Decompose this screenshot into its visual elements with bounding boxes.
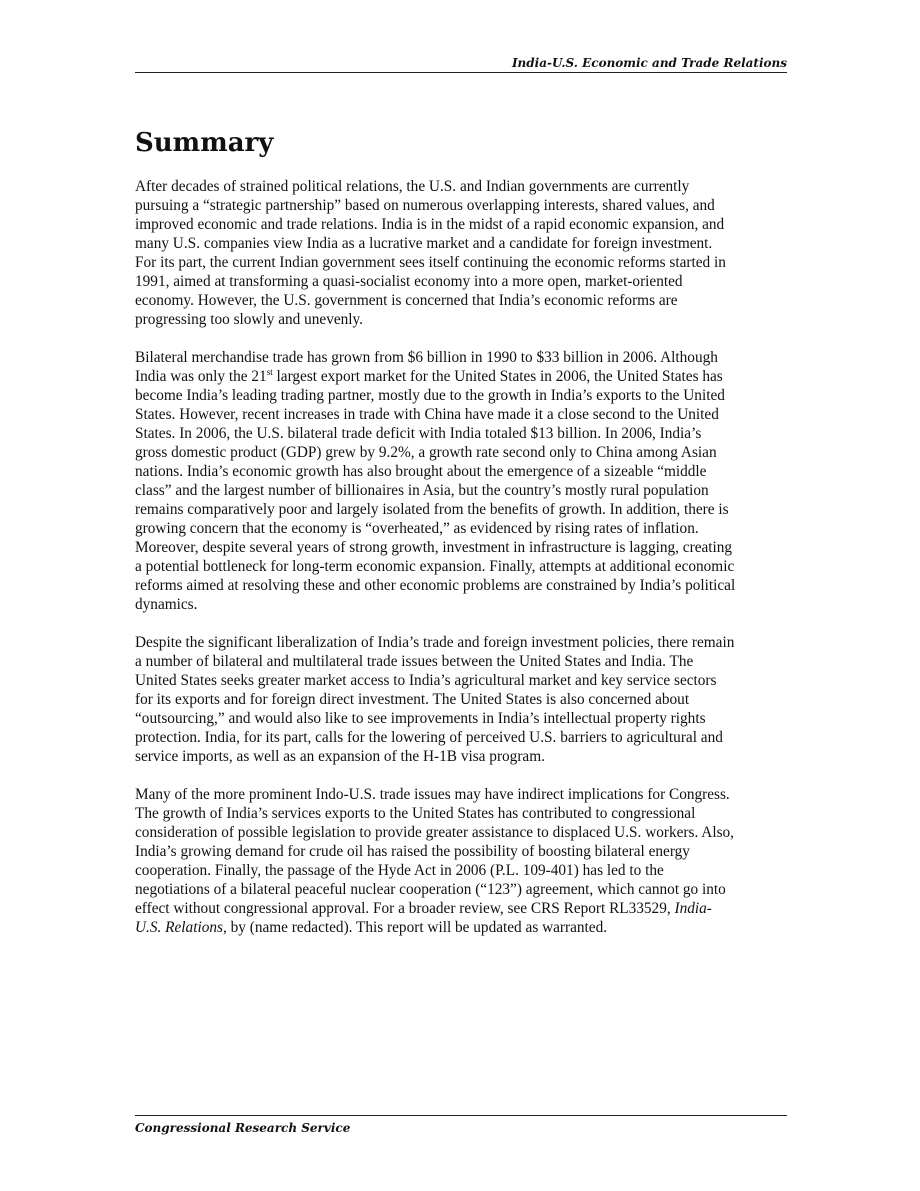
ordinal-suffix: st xyxy=(266,367,273,377)
text-line: States. In 2006, the U.S. bilateral trade deficit with India totaled $13 billion. In 2006, India’s xyxy=(135,425,702,442)
text-line: After decades of strained political relations, the U.S. and Indian governments are currently xyxy=(135,178,690,195)
text-line: India’s growing demand for crude oil has raised the possibility of boosting bilateral energy xyxy=(135,843,690,860)
text-line: nations. India’s economic growth has also brought about the emergence of a sizeable “middle xyxy=(135,463,707,480)
text-line: United States seeks greater market access to India’s agricultural market and key service sectors xyxy=(135,672,717,689)
summary-body xyxy=(135,177,787,956)
text-line: class” and the largest number of billionaires in Asia, but the country’s mostly rural population xyxy=(135,482,709,499)
running-footer: Congressional Research Service xyxy=(135,1121,351,1135)
text-line: cooperation. Finally, the passage of the Hyde Act in 2006 (P.L. 109-401) has led to the xyxy=(135,862,664,879)
footer-rule xyxy=(135,1115,787,1116)
text-line: Bilateral merchandise trade has grown from $6 billion in 1990 to $33 billion in 2006. Although xyxy=(135,349,718,366)
text-line: 1991, aimed at transforming a quasi-socialist economy into a more open, market-oriented xyxy=(135,273,683,290)
text-line: become India’s leading trading partner, mostly due to the growth in India’s exports to the United xyxy=(135,387,725,404)
text-line: pursuing a “strategic partnership” based on numerous overlapping interests, shared values, and xyxy=(135,197,715,214)
report-title-italic: India- xyxy=(674,900,712,917)
text-line: a potential bottleneck for long-term economic expansion. Finally, attempts at additional economic xyxy=(135,558,735,575)
text-line: for its exports and for foreign direct investment. The United States is also concerned about xyxy=(135,691,690,708)
text-line: dynamics. xyxy=(135,596,198,613)
text-line: For its part, the current Indian government sees itself continuing the economic reforms started in xyxy=(135,254,726,271)
text-line: Moreover, despite several years of strong growth, investment in infrastructure is lagging, creating xyxy=(135,539,733,556)
header-rule xyxy=(135,72,787,73)
text-line: growing concern that the economy is “overheated,” as evidenced by rising rates of inflation. xyxy=(135,520,699,537)
report-title-italic: U.S. Relations xyxy=(135,919,223,936)
paragraph-trade xyxy=(135,348,787,614)
text-line: consideration of possible legislation to provide greater assistance to displaced U.S. workers. Also, xyxy=(135,824,734,841)
text-line: The growth of India’s services exports to the United States has contributed to congressional xyxy=(135,805,696,822)
text-line: progressing too slowly and unevenly. xyxy=(135,311,364,328)
text-line: economy. However, the U.S. government is concerned that India’s economic reforms are xyxy=(135,292,678,309)
text-line: improved economic and trade relations. India is in the midst of a rapid economic expansion, and xyxy=(135,216,725,233)
page-title: Summary xyxy=(135,128,274,158)
paragraph-issues xyxy=(135,633,787,766)
text-line: India was only the 21st largest export market for the United States in 2006, the United States has xyxy=(135,367,723,385)
text-line: U.S. Relations, by (name redacted). This report will be updated as warranted. xyxy=(135,919,608,936)
text-line: remains comparatively poor and largely isolated from the benefits of growth. In addition, there is xyxy=(135,501,729,518)
text-line: gross domestic product (GDP) grew by 9.2%, a growth rate second only to China among Asian xyxy=(135,444,717,461)
running-header: India-U.S. Economic and Trade Relations xyxy=(511,56,787,70)
text-line: many U.S. companies view India as a lucrative market and a candidate for foreign investment. xyxy=(135,235,713,252)
text-line: negotiations of a bilateral peaceful nuclear cooperation (“123”) agreement, which cannot go into xyxy=(135,881,726,898)
text-line: reforms aimed at resolving these and other economic problems are constrained by India’s political xyxy=(135,577,736,594)
paragraph-intro xyxy=(135,177,787,329)
text-line: Many of the more prominent Indo-U.S. trade issues may have indirect implications for Congress. xyxy=(135,786,730,803)
text-line: Despite the significant liberalization of India’s trade and foreign investment policies, there remain xyxy=(135,634,735,651)
text-line: service imports, as well as an expansion of the H-1B visa program. xyxy=(135,748,545,765)
paragraph-congress xyxy=(135,785,787,937)
text-line: effect without congressional approval. For a broader review, see CRS Report RL33529, India- xyxy=(135,900,712,917)
text-line: States. However, recent increases in trade with China have made it a close second to the United xyxy=(135,406,719,423)
text-line: protection. India, for its part, calls for the lowering of perceived U.S. barriers to agricultural and xyxy=(135,729,723,746)
text-line: a number of bilateral and multilateral trade issues between the United States and India. The xyxy=(135,653,694,670)
text-line: “outsourcing,” and would also like to see improvements in India’s intellectual property rights xyxy=(135,710,706,727)
